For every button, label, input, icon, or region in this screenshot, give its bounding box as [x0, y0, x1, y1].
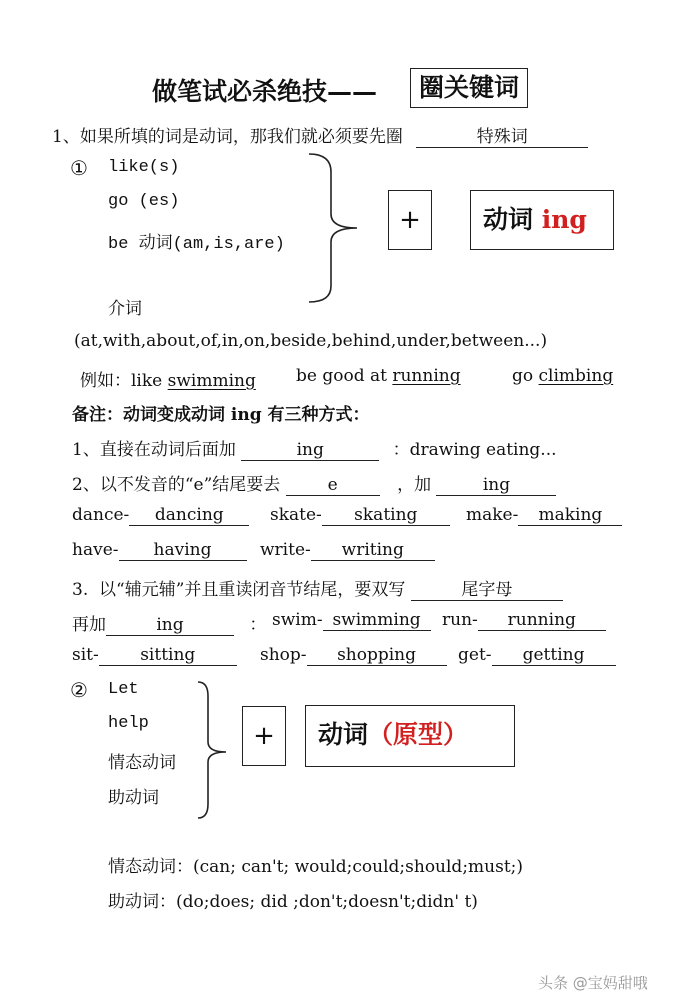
rule3-line [72, 575, 563, 601]
line1-prefix: 1、如果所填的词是动词，那我们就必须要先圈 [52, 127, 403, 147]
stem: run- [442, 610, 478, 630]
rule2-example-dance [72, 505, 249, 526]
answer: getting [492, 645, 616, 666]
stem: get- [458, 645, 492, 665]
examples-label: 例如： [80, 371, 131, 391]
section1-result-suffix: ing [541, 205, 587, 234]
rule3-colon: ： [249, 615, 267, 635]
rule3-line-2 [72, 610, 266, 636]
modal-verbs-line: 情态动词：(can; can't; would;could;should;must;) [108, 857, 524, 877]
example-2 [296, 366, 461, 386]
section2-result-suffix: （原型） [368, 720, 469, 749]
auxiliary-verbs-line: 助动词：(do;does; did ;don't;doesn't;didn' t) [108, 892, 478, 912]
rule3-answer: 尾字母 [411, 580, 563, 601]
stem: write- [260, 540, 311, 560]
section1-brace [305, 152, 365, 312]
note-line: 备注：动词变成动词 ing 有三种方式： [72, 405, 370, 425]
title-dash: —— [327, 77, 378, 106]
section1-item-2: go (es) [108, 192, 180, 211]
section2-item-4: 助动词 [108, 788, 159, 808]
rule1-line [72, 435, 557, 461]
section2-plus: + [253, 721, 275, 751]
rule3-prefix-2: 再加 [72, 615, 106, 635]
example-1-word: swimming [167, 371, 256, 391]
rule3-example-run [442, 610, 606, 631]
section1-plus: + [399, 205, 421, 235]
rule2-mid: ，加 [397, 475, 432, 495]
rule3-answer-2: ing [106, 615, 234, 636]
section1-result-prefix: 动词 [483, 205, 534, 234]
answer: making [518, 505, 622, 526]
section1-item-3: be 动词(am,is,are) [108, 235, 285, 254]
rule2-answer-2: ing [436, 475, 556, 496]
section1-item-4: 介词 [108, 301, 142, 320]
section2-item-2: help [108, 714, 149, 733]
page-title [152, 72, 377, 108]
example-1-pre: like [131, 371, 168, 391]
rule2-example-have [72, 540, 247, 561]
stem: have- [72, 540, 119, 560]
section1-result-box [470, 190, 614, 250]
rule2-prefix: 2、以不发音的“e”结尾要去 [72, 475, 281, 495]
answer: dancing [129, 505, 249, 526]
rule2-line [72, 470, 556, 496]
stem: sit- [72, 645, 99, 665]
example-3 [512, 366, 613, 386]
stem: make- [466, 505, 519, 525]
answer: writing [311, 540, 435, 561]
stem: shop- [260, 645, 307, 665]
rule1-prefix: 1、直接在动词后面加 [72, 440, 236, 460]
section2-result-box [305, 705, 515, 767]
rule3-example-swim [272, 610, 431, 631]
rule1-suffix: ：drawing eating... [392, 440, 557, 460]
section2-item-1: Let [108, 680, 139, 699]
example-2-pre: be good at [296, 366, 393, 386]
title-main: 做笔试必杀绝技 [152, 77, 328, 106]
examples-line [80, 366, 256, 391]
watermark: 头条 @宝妈甜哦 [538, 974, 648, 992]
section2-plus-box [242, 706, 286, 766]
title-boxed: 圈关键词 [418, 73, 519, 102]
stem: skate- [270, 505, 322, 525]
stem: swim- [272, 610, 323, 630]
stem: dance- [72, 505, 130, 525]
answer: skating [322, 505, 450, 526]
answer: sitting [99, 645, 237, 666]
section1-plus-box [388, 190, 432, 250]
rule2-example-make [466, 505, 622, 526]
section1-item-1: like(s) [108, 158, 180, 177]
example-2-word: running [392, 366, 461, 386]
rule3-example-get [458, 645, 616, 666]
example-3-word: climbing [538, 366, 614, 386]
title-keyword-box [410, 68, 528, 108]
rule3-prefix: 3. 以“辅元辅”并且重读闭音节结尾，要双写 [72, 580, 406, 600]
section2-marker: ② [70, 678, 88, 702]
line1 [52, 122, 588, 148]
rule3-example-shop [260, 645, 447, 666]
rule2-example-skate [270, 505, 450, 526]
section2-brace [196, 680, 236, 820]
section2-result-prefix: 动词 [318, 720, 369, 749]
answer: running [478, 610, 606, 631]
section1-marker: ① [70, 156, 88, 180]
rule2-example-write [260, 540, 435, 561]
answer: having [119, 540, 247, 561]
answer: shopping [307, 645, 447, 666]
line1-answer: 特殊词 [416, 127, 588, 148]
rule1-answer: ing [241, 440, 379, 461]
example-3-pre: go [512, 366, 539, 386]
rule3-example-sit [72, 645, 237, 666]
prepositions-line: (at,with,about,of,in,on,beside,behind,under,between...) [74, 331, 548, 351]
section2-item-3: 情态动词 [108, 753, 176, 773]
rule2-answer-1: e [286, 475, 380, 496]
answer: swimming [323, 610, 431, 631]
